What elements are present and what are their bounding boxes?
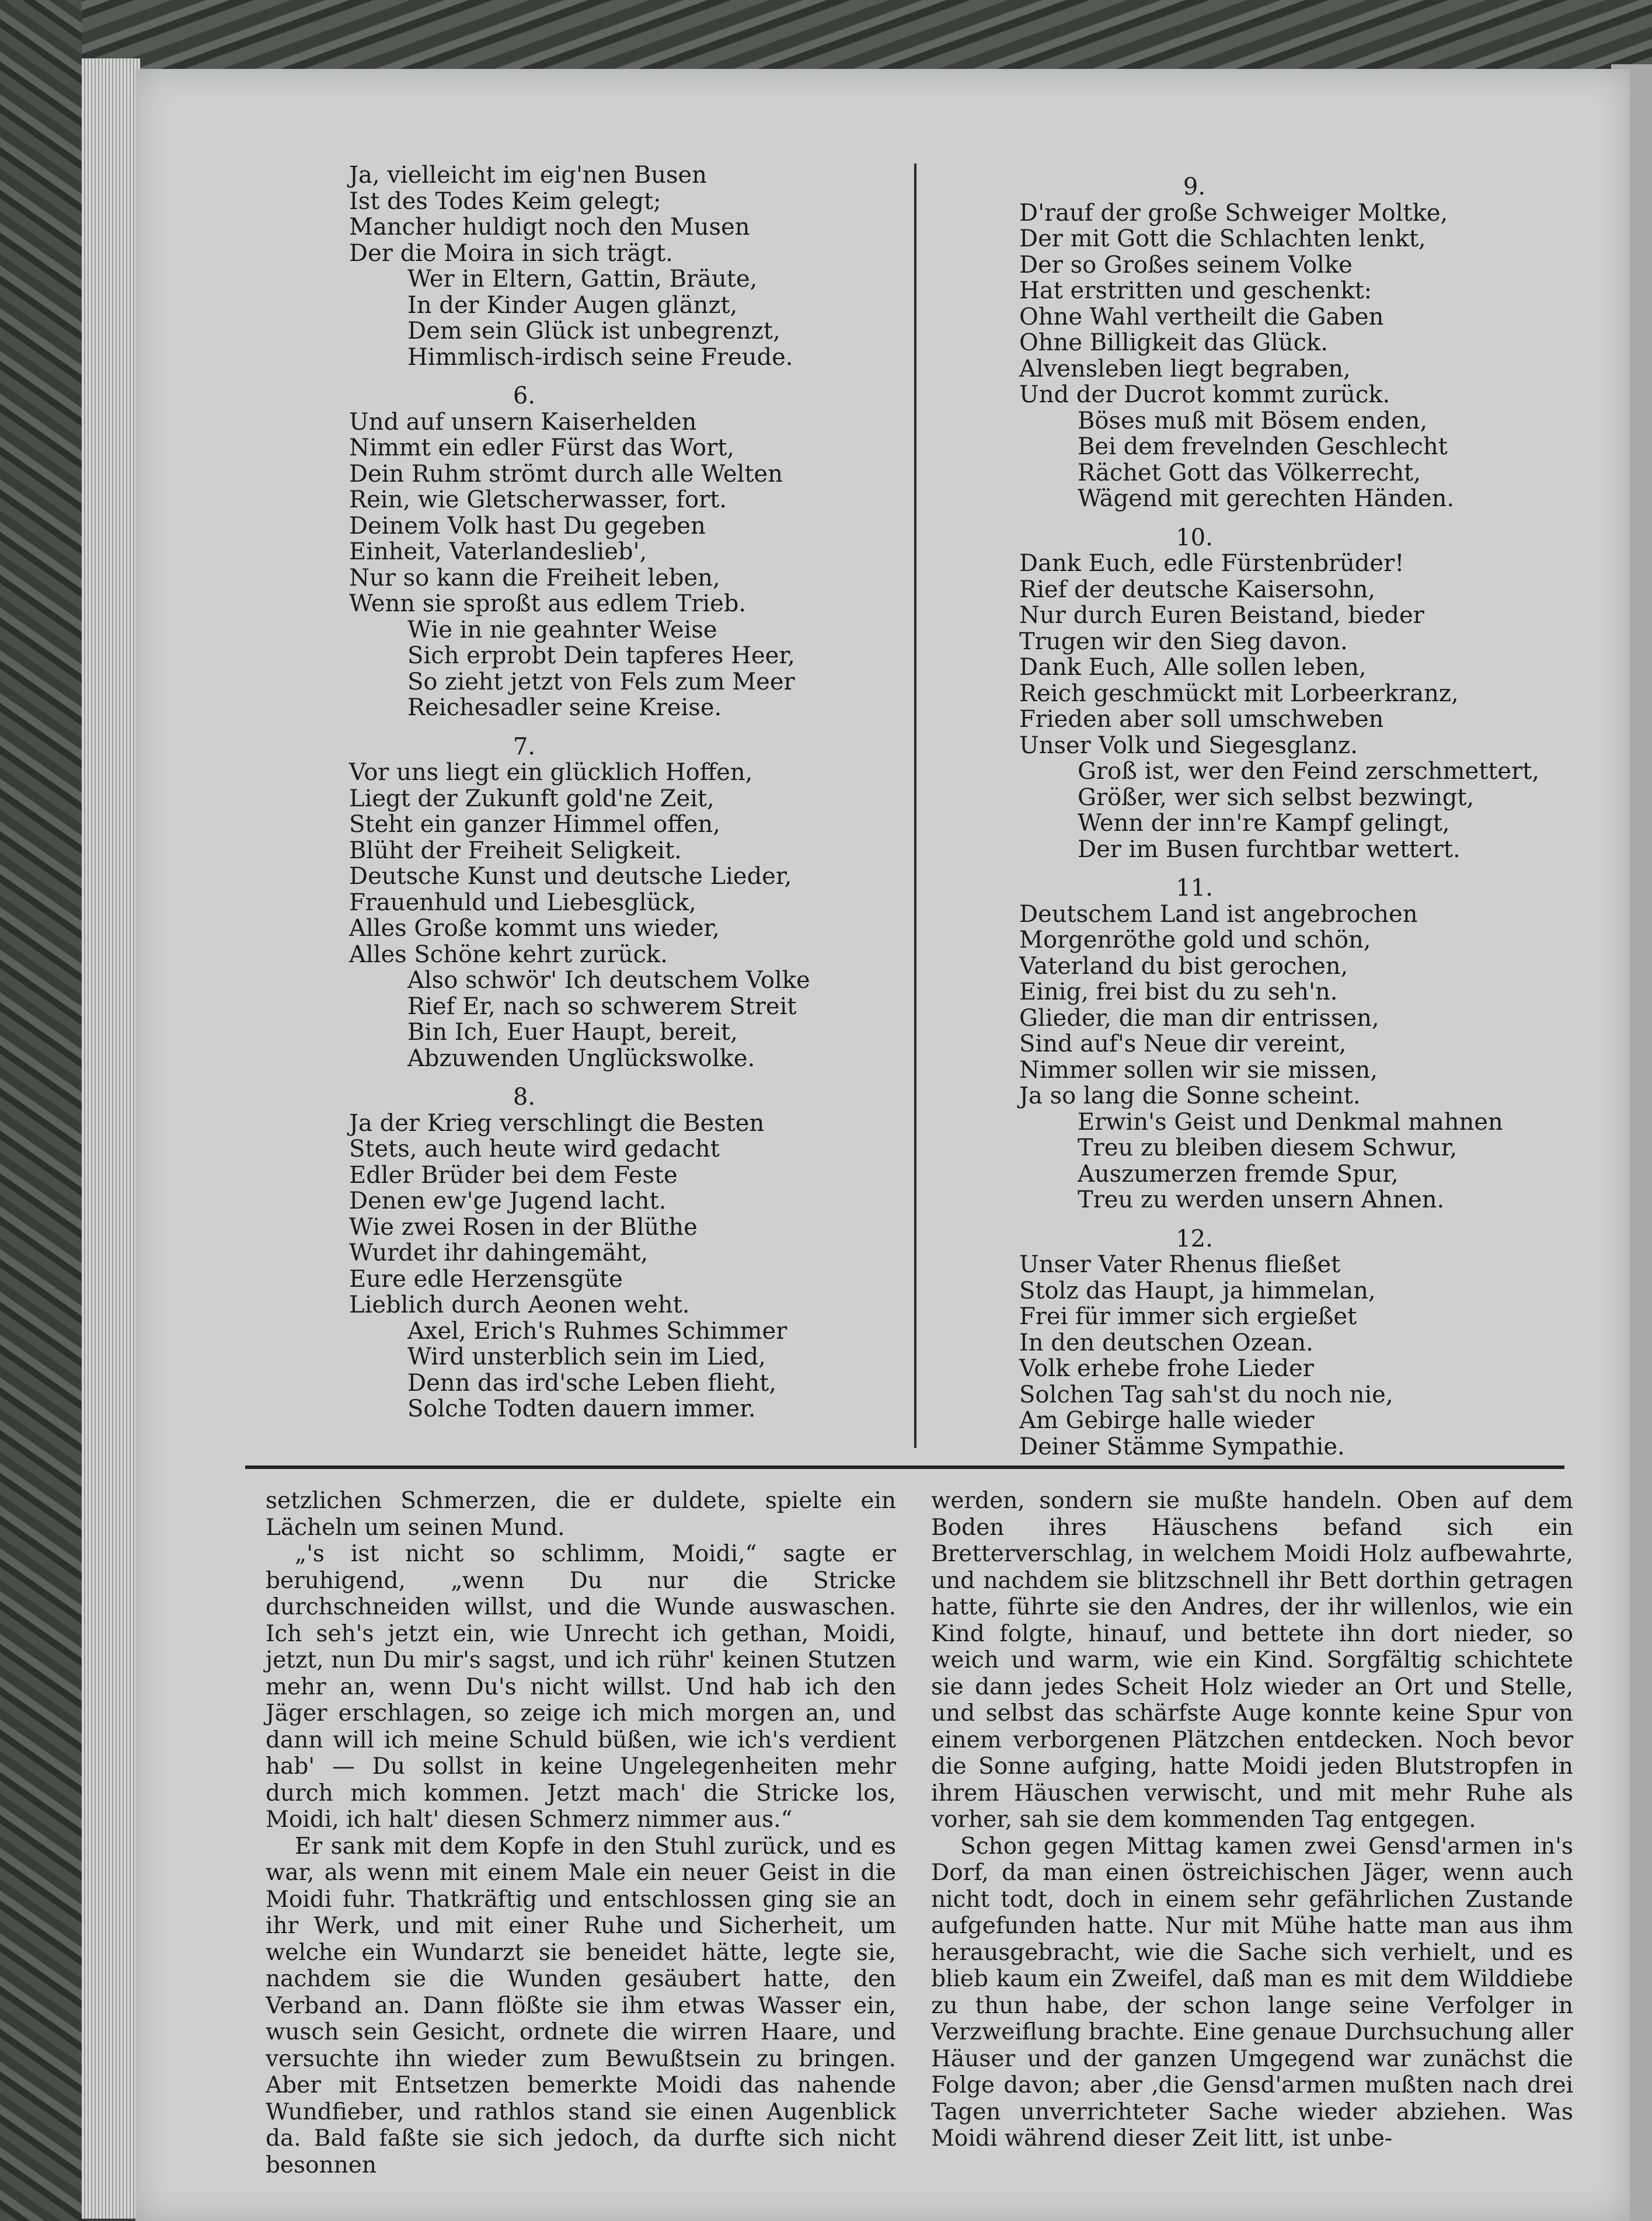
poem-line: Der die Moira in sich trägt. — [349, 239, 673, 267]
poem-line: Wie zwei Rosen in der Blüthe — [349, 1213, 698, 1241]
poem-line: Mancher huldigt noch den Musen — [349, 214, 750, 241]
poem-line: Reich geschmückt mit Lorbeerkranz, — [1019, 680, 1459, 707]
poem-line: In den deutschen Ozean. — [1019, 1329, 1313, 1356]
poem-line: Edler Brüder bei dem Feste — [349, 1161, 678, 1189]
prose-paragraph: „'s ist nicht so schlimm, Moidi,“ sagte er beruhigend, „wenn Du nur die Stricke durchschneiden willst, und die Wunde auswaschen. Ich seh's jetzt ein, wie Unrecht ich gethan, Moidi, jetzt, nun Du mir's sagst, und ich rühr' keinen Stutzen mehr an, wenn Du's nicht willst. Und hab ich den Jäger erschlagen, so zeige ich mich morgen an, und dann will ich meine Schuld büßen, wie ich's verdient hab' — Du sollst in keine Ungelegenheiten mehr durch mich kommen. Jetzt mach' die Stricke los, Moidi, ich halt' diesen Schmerz nimmer aus.“ — [266, 1541, 896, 1833]
poem-line: Rief Er, nach so schwerem Streit — [407, 993, 797, 1020]
prose-paragraph: setzlichen Schmerzen, die er duldete, spielte ein Lächeln um seinen Mund. — [266, 1488, 896, 1541]
poem-line: Unser Vater Rhenus fließet — [1019, 1251, 1341, 1278]
prose-right-column — [931, 1488, 1573, 2152]
poem-line: Wie in nie geahnter Weise — [407, 616, 717, 643]
poem-line: Wenn sie sproßt aus edlem Trieb. — [349, 590, 747, 617]
poem-line: Wurdet ihr dahingemäht, — [349, 1240, 649, 1266]
poem-line: Solchen Tag sah'st du noch nie, — [1019, 1381, 1393, 1408]
poem-line: Alles Schöne kehrt zurück. — [349, 941, 668, 968]
poem-line: Der mit Gott die Schlachten lenkt, — [1019, 225, 1426, 252]
poem-line: Größer, wer sich selbst bezwingt, — [1078, 784, 1475, 811]
poem-line: Frieden aber soll umschweben — [1019, 706, 1384, 733]
poem-line: Stolz das Haupt, ja himmelan, — [1019, 1277, 1376, 1304]
poem-line: So zieht jetzt von Fels zum Meer — [407, 668, 795, 695]
marbled-board-left — [0, 0, 82, 2221]
poem-line: Einig, frei bist du zu seh'n. — [1019, 979, 1338, 1005]
poem-line: Wenn der inn're Kampf gelingt, — [1078, 810, 1450, 837]
poem-line: Nur durch Euren Beistand, bieder — [1019, 602, 1424, 629]
poem-line: Alles Große kommt uns wieder, — [349, 915, 720, 942]
poem-line: Dank Euch, Alle sollen leben, — [1019, 654, 1367, 681]
poem-line: Morgenröthe gold und schön, — [1019, 927, 1371, 953]
poem-line: In der Kinder Augen glänzt, — [407, 291, 738, 319]
poem-right-column — [1019, 161, 1539, 1460]
poem-line: Ja der Krieg verschlingt die Besten — [349, 1109, 765, 1137]
stanza-number: 10. — [1176, 524, 1213, 551]
poem-line: Lieblich durch Aeonen weht. — [349, 1291, 690, 1318]
poem-line: Dem sein Glück ist unbegrenzt, — [407, 318, 780, 344]
poem-line: Ja so lang die Sonne scheint. — [1019, 1082, 1361, 1109]
poem-line: Und der Ducrot kommt zurück. — [1019, 381, 1390, 408]
poem-line: Dank Euch, edle Fürstenbrüder! — [1019, 550, 1404, 577]
marbled-board-top — [0, 0, 1652, 70]
poem-line: Wägend mit gerechten Händen. — [1078, 485, 1455, 512]
poem-line: Solche Todten dauern immer. — [407, 1395, 756, 1422]
poem-line: Deutschem Land ist angebrochen — [1019, 900, 1418, 928]
poem-line: Denen ew'ge Jugend lacht. — [349, 1188, 667, 1214]
poem-line: Sind auf's Neue dir vereint, — [1019, 1031, 1347, 1057]
poem-line: Trugen wir den Sieg davon. — [1019, 628, 1348, 655]
stanza-number: 6. — [513, 382, 536, 409]
prose-paragraph: Er sank mit dem Kopfe in den Stuhl zurück, und es war, als wenn mit einem Male ein neuer Geist in die Moidi fuhr. Thatkräftig und entschlossen ging sie an ihr Werk, und mit einer Ruhe und Sicherheit, um welche ein Wundarzt sie beneidet hätte, legte sie, nachdem sie die Wunden gesäubert hatte, den Verband an. Dann flößte sie ihm etwas Wasser ein, wusch sein Gesicht, ordnete die wirren Haare, und versuchte ihn wieder zum Bewußtsein zu bringen. Aber mit Entsetzen bemerkte Moidi das nahende Wundfieber, und rathlos stand sie einen Augenblick da. Bald faßte sie sich jedoch, da durfte sich nicht besonnen — [266, 1833, 896, 2178]
poem-line: Erwin's Geist und Denkmal mahnen — [1078, 1108, 1503, 1136]
poem-line: Liegt der Zukunft gold'ne Zeit, — [349, 785, 715, 812]
poem-line: Hat erstritten und geschenkt: — [1019, 277, 1372, 304]
poem-line: Unser Volk und Siegesglanz. — [1019, 732, 1358, 759]
poem-line: Auszumerzen fremde Spur, — [1078, 1160, 1399, 1188]
stanza-number: 8. — [513, 1084, 536, 1110]
poem-line: Ja, vielleicht im eig'nen Busen — [349, 162, 707, 189]
poem-line: Treu zu werden unsern Ahnen. — [1078, 1186, 1445, 1213]
stanza-number: 11. — [1176, 875, 1213, 901]
poem-line: Glieder, die man dir entrissen, — [1019, 1004, 1379, 1032]
poem-line: Treu zu bleiben diesem Schwur, — [1078, 1134, 1458, 1161]
stanza-number: 7. — [513, 733, 536, 760]
poem-line: Groß ist, wer den Feind zerschmettert, — [1078, 758, 1539, 785]
poem-line: Himmlisch-irdisch seine Freude. — [407, 343, 793, 371]
poem-line: Vor uns liegt ein glücklich Hoffen, — [349, 759, 753, 786]
stanza-number: 9. — [1183, 173, 1206, 200]
poem-line: Volk erhebe frohe Lieder — [1019, 1355, 1314, 1382]
poem-line: Wird unsterblich sein im Lied, — [407, 1343, 766, 1370]
poem-line: Blüht der Freiheit Seligkeit. — [349, 837, 682, 864]
poem-line: Deutsche Kunst und deutsche Lieder, — [349, 863, 792, 890]
poem-line: Deiner Stämme Sympathie. — [1019, 1433, 1345, 1460]
poem-line: Ist des Todes Keim gelegt; — [349, 187, 661, 215]
poem-line: Nur so kann die Freiheit leben, — [349, 564, 720, 591]
stanza-number: 12. — [1176, 1225, 1213, 1252]
poem-line: Alvensleben liegt begraben, — [1019, 355, 1351, 382]
poem-line: Vaterland du bist gerochen, — [1019, 952, 1348, 980]
poem-line: Ohne Billigkeit das Glück. — [1019, 329, 1328, 356]
poem-line: Und auf unsern Kaiserhelden — [349, 408, 697, 436]
poem-line: Der im Busen furchtbar wettert. — [1078, 836, 1461, 863]
poem-line: Axel, Erich's Ruhmes Schimmer — [407, 1317, 787, 1345]
poem-line: Bin Ich, Euer Haupt, bereit, — [407, 1019, 738, 1046]
poem-line: Bei dem frevelnden Geschlecht — [1078, 433, 1448, 460]
column-divider — [914, 163, 916, 1448]
poem-line: Ohne Wahl vertheilt die Gaben — [1019, 303, 1384, 330]
prose-paragraph: werden, sondern sie mußte handeln. Oben auf dem Boden ihres Häuschens befand sich ein Bretterverschlag, in welchem Moidi Holz aufbewahrte, und nachdem sie blitzschnell ihr Bett dorthin getragen hatte, führte sie den Andres, der ihr willenlos, wie ein Kind folgte, hinauf, und bettete ihn dort nieder, so weich und warm, wie ein Kind. Sorgfältig schichtete sie dann jedes Scheit Holz wieder an Ort und Stelle, und selbst das schärfste Auge konnte keine Spur von einem verborgenen Plätzchen entdecken. Noch bevor die Sonne aufging, hatte Moidi jeden Blutstropfen in ihrem Häuschen verwischt, und mit mehr Ruhe als vorher, sah sie dem kommenden Tag entgegen. — [931, 1488, 1573, 1833]
poem-line: Nimmt ein edler Fürst das Wort, — [349, 434, 734, 461]
poem-line: Am Gebirge halle wieder — [1019, 1407, 1315, 1434]
poem-line: Der so Großes seinem Volke — [1019, 251, 1353, 279]
page-edges — [82, 58, 140, 2219]
prose-paragraph: Schon gegen Mittag kamen zwei Gensd'armen in's Dorf, da man einen östreichischen Jäger, wenn auch nicht todt, doch in einem sehr gefährlichen Zustande aufgefunden hatte. Nur mit Mühe hatte man aus ihm herausgebracht, wie die Sache sich verhielt, und es blieb kaum ein Zweifel, daß man es mit dem Wilddiebe zu thun habe, der schon lange seine Verfolger in Verzweiflung brachte. Eine genaue Durchsuchung aller Häuser und der ganzen Umgegend war zunächst die Folge davon; aber ‚die Gensd'armen mußten nach drei Tagen unverrichteter Sache wieder abziehen. Was Moidi während dieser Zeit litt, ist unbe- — [931, 1833, 1573, 2152]
poem-line: D'rauf der große Schweiger Moltke, — [1019, 199, 1448, 227]
poem-line: Frauenhuld und Liebesglück, — [349, 889, 696, 916]
poem-line: Böses muß mit Bösem enden, — [1078, 407, 1428, 434]
poem-line: Rächet Gott das Völkerrecht, — [1078, 459, 1421, 486]
poem-line: Eure edle Herzensgüte — [349, 1265, 623, 1293]
poem-line: Einheit, Vaterlandeslieb', — [349, 538, 647, 565]
poem-line: Dein Ruhm strömt durch alle Welten — [349, 460, 783, 488]
poem-line: Frei für immer sich ergießet — [1019, 1303, 1357, 1330]
poem-line: Deinem Volk hast Du gegeben — [349, 512, 706, 539]
prose-left-column — [266, 1488, 896, 2178]
poem-line: Stets, auch heute wird gedacht — [349, 1136, 720, 1162]
poem-line: Rief der deutsche Kaisersohn, — [1019, 576, 1376, 603]
poem-line: Nimmer sollen wir sie missen, — [1019, 1056, 1378, 1084]
poem-line: Also schwör' Ich deutschem Volke — [407, 967, 810, 994]
poem-line: Reichesadler seine Kreise. — [407, 694, 722, 721]
poem-line: Steht ein ganzer Himmel offen, — [349, 811, 720, 838]
poem-line: Denn das ird'sche Leben flieht, — [407, 1369, 776, 1397]
poem-line: Abzuwenden Unglückswolke. — [407, 1045, 755, 1072]
poem-left-column — [349, 162, 810, 1422]
section-rule — [245, 1465, 1564, 1469]
poem-line: Sich erprobt Dein tapferes Heer, — [407, 642, 795, 669]
poem-line: Rein, wie Gletscherwasser, fort. — [349, 486, 727, 513]
poem-line: Wer in Eltern, Gattin, Bräute, — [407, 266, 758, 293]
